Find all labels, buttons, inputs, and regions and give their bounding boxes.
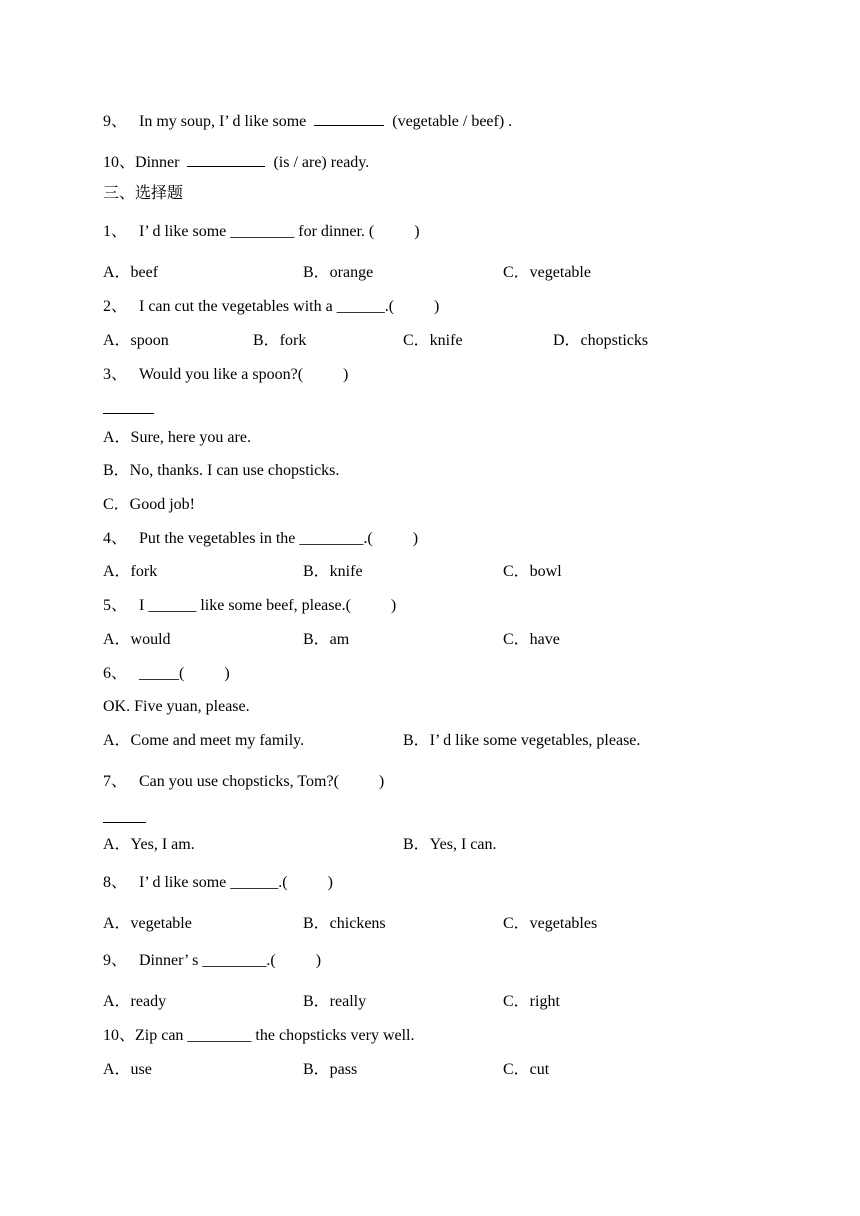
question-6-dialogue: OK. Five yuan, please. (103, 698, 250, 715)
q5-option-a[interactable]: A．would (103, 631, 171, 648)
q1-option-a[interactable]: A．beef (103, 264, 159, 281)
q2-option-a[interactable]: A．spoon (103, 332, 169, 349)
question-number: 9、 (103, 113, 128, 130)
question-text-after: (vegetable / beef) . (392, 113, 513, 130)
q9-option-a[interactable]: A．ready (103, 993, 167, 1010)
q5-option-b[interactable]: B．am (303, 631, 350, 648)
question-2-stem: 2、 I can cut the vegetables with a ______.( ) (103, 298, 440, 315)
question-text-before: Dinner (135, 154, 180, 171)
q10-option-a[interactable]: A．use (103, 1061, 152, 1078)
answer-blank[interactable] (187, 151, 265, 167)
q2-option-b[interactable]: B．fork (253, 332, 307, 349)
q9-option-c[interactable]: C．right (503, 993, 560, 1010)
q2-option-d[interactable]: D．chopsticks (553, 332, 649, 349)
q10-option-c[interactable]: C．cut (503, 1061, 550, 1078)
q8-option-a[interactable]: A．vegetable (103, 915, 192, 932)
q6-option-a[interactable]: A．Come and meet my family. (103, 732, 305, 749)
question-number: 10、 (103, 154, 136, 171)
question-7-stem: 7、 Can you use chopsticks, Tom?( ) (103, 773, 385, 790)
answer-blank[interactable] (314, 110, 384, 126)
q7-option-b[interactable]: B．Yes, I can. (403, 836, 497, 853)
q1-option-c[interactable]: C．vegetable (503, 264, 591, 281)
q1-option-b[interactable]: B．orange (303, 264, 374, 281)
question-9-stem: 9、 Dinner’ s ________.( ) (103, 952, 322, 969)
question-3-stem: 3、 Would you like a spoon?( ) (103, 366, 349, 383)
q8-option-c[interactable]: C．vegetables (503, 915, 598, 932)
q2-option-c[interactable]: C．knife (403, 332, 463, 349)
q4-option-c[interactable]: C．bowl (503, 563, 562, 580)
question-6-stem: 6、 _____( ) (103, 665, 230, 682)
q4-option-b[interactable]: B．knife (303, 563, 363, 580)
question-4-stem: 4、 Put the vegetables in the ________.( ) (103, 530, 419, 547)
q5-option-c[interactable]: C．have (503, 631, 560, 648)
question-5-stem: 5、 I ______ like some beef, please.( ) (103, 597, 397, 614)
q6-option-b[interactable]: B．I’ d like some vegetables, please. (403, 732, 641, 749)
question-1-stem: 1、 I’ d like some ________ for dinner. ( ) (103, 223, 420, 240)
q3-option-b[interactable]: B．No, thanks. I can use chopsticks. (103, 462, 340, 479)
fill-blank-q9 (103, 110, 512, 132)
q10-option-b[interactable]: B．pass (303, 1061, 358, 1078)
q4-option-a[interactable]: A．fork (103, 563, 158, 580)
question-text-before: In my soup, I’ d like some (139, 113, 307, 130)
fill-blank-q10 (103, 151, 369, 173)
answer-line (103, 413, 154, 414)
question-8-stem: 8、 I’ d like some ______.( ) (103, 874, 333, 891)
section-title: 三、选择题 (103, 185, 184, 202)
question-text-after: (is / are) ready. (273, 154, 370, 171)
q3-option-c[interactable]: C．Good job! (103, 496, 196, 513)
q8-option-b[interactable]: B．chickens (303, 915, 386, 932)
q3-option-a[interactable]: A．Sure, here you are. (103, 429, 251, 446)
answer-line (103, 822, 146, 823)
question-10-stem: 10、Zip can ________ the chopsticks very well. (103, 1027, 415, 1044)
q7-option-a[interactable]: A．Yes, I am. (103, 836, 195, 853)
q9-option-b[interactable]: B．really (303, 993, 367, 1010)
